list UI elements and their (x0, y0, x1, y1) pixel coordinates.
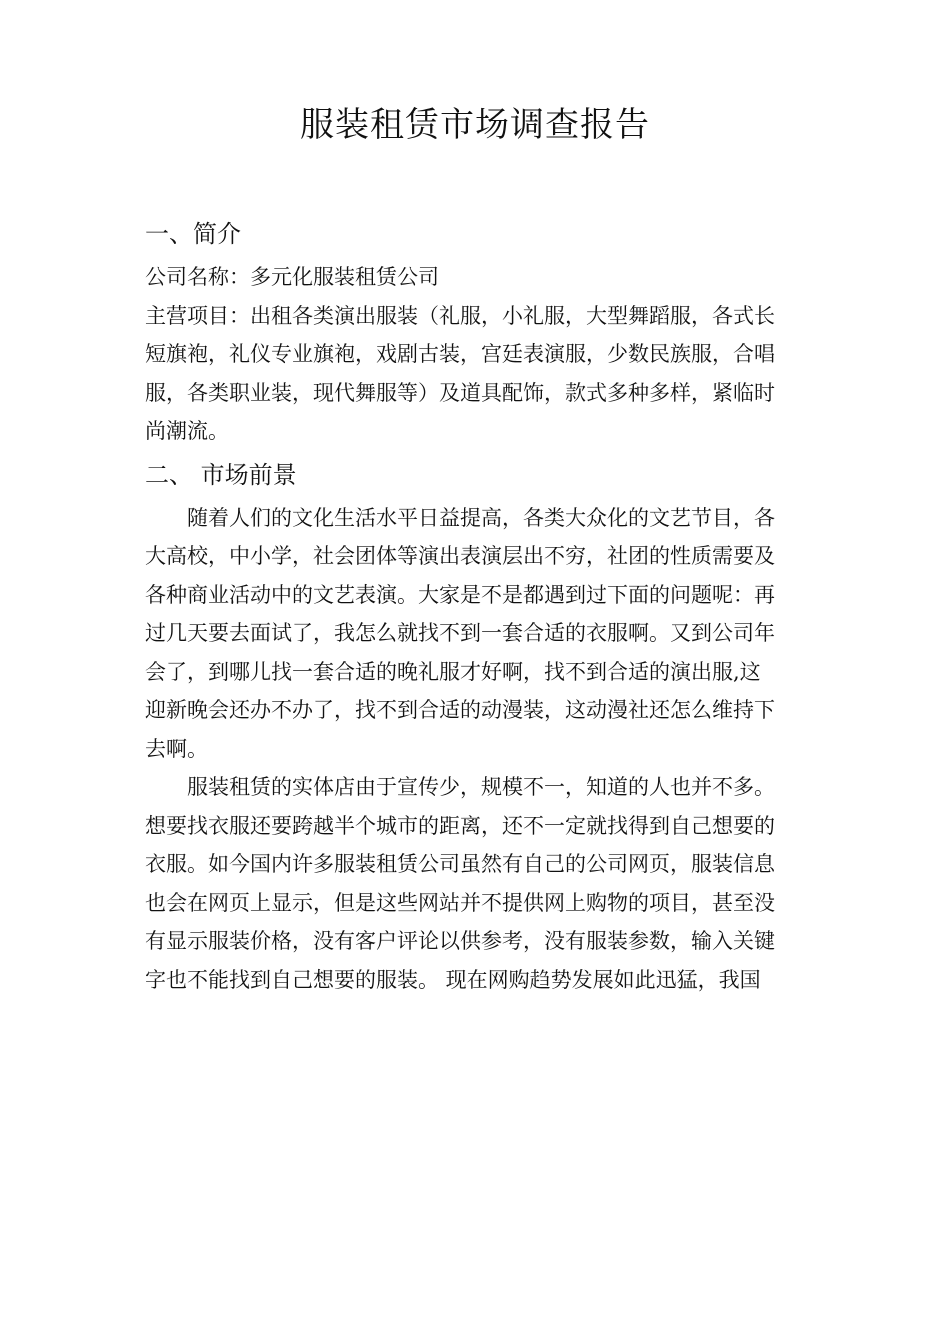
company-name-paragraph (145, 258, 809, 297)
text-line: 衣服。如今国内许多服装租赁公司虽然有自己的公司网页，服装信息 (145, 852, 775, 876)
section-heading-market-outlook: 二、 市场前景 (145, 460, 297, 489)
text-line: 去啊。 (145, 736, 208, 761)
text-line: 各种商业活动中的文艺表演。大家是不是都遇到过下面的问题呢：再 (145, 582, 775, 607)
text-line: 公司名称：多元化服装租赁公司 (145, 265, 439, 289)
text-line: 尚潮流。 (145, 419, 229, 443)
document-title: 服装租赁市场调查报告 (300, 105, 650, 145)
text-line: 想要找衣服还要跨越半个城市的距离，还不一定就找得到自己想要的 (145, 813, 775, 838)
section-heading-intro: 一、简介 (145, 220, 241, 248)
document-body (145, 210, 809, 999)
text-line: 服装租赁的实体店由于宣传少，规模不一，知道的人也并不多。 (187, 775, 775, 799)
text-line: 过几天要去面试了，我怎么就找不到一套合适的衣服啊。又到公司年 (145, 621, 775, 645)
text-line: 字也不能找到自己想要的服装。 现在网购趋势发展如此迅猛，我国 (145, 967, 761, 992)
text-line: 有显示服装价格，没有客户评论以供参考，没有服装参数，输入关键 (145, 929, 775, 953)
text-line: 大高校，中小学，社会团体等演出表演层出不穷，社团的性质需要及 (145, 544, 775, 568)
text-line: 会了，到哪儿找一套合适的晚礼服才好啊，找不到合适的演出服,这 (145, 659, 761, 684)
text-line: 迎新晚会还办不办了，找不到合适的动漫装，这动漫社还怎么维持下 (145, 698, 775, 722)
text-line: 主营项目：出租各类演出服装（礼服，小礼服，大型舞蹈服，各式长 (145, 303, 775, 328)
text-line: 也会在网页上显示，但是这些网站并不提供网上购物的项目，甚至没 (145, 890, 775, 915)
main-business-paragraph (145, 297, 809, 451)
text-line: 服，各类职业装，现代舞服等）及道具配饰，款式多种多样，紧临时 (145, 380, 775, 405)
text-line: 随着人们的文化生活水平日益提高，各类大众化的文艺节目，各 (187, 505, 775, 530)
market-paragraph-2 (145, 768, 809, 999)
market-paragraph-1 (145, 499, 809, 769)
text-line: 短旗袍，礼仪专业旗袍，戏剧古装，宫廷表演服，少数民族服，合唱 (145, 342, 775, 366)
